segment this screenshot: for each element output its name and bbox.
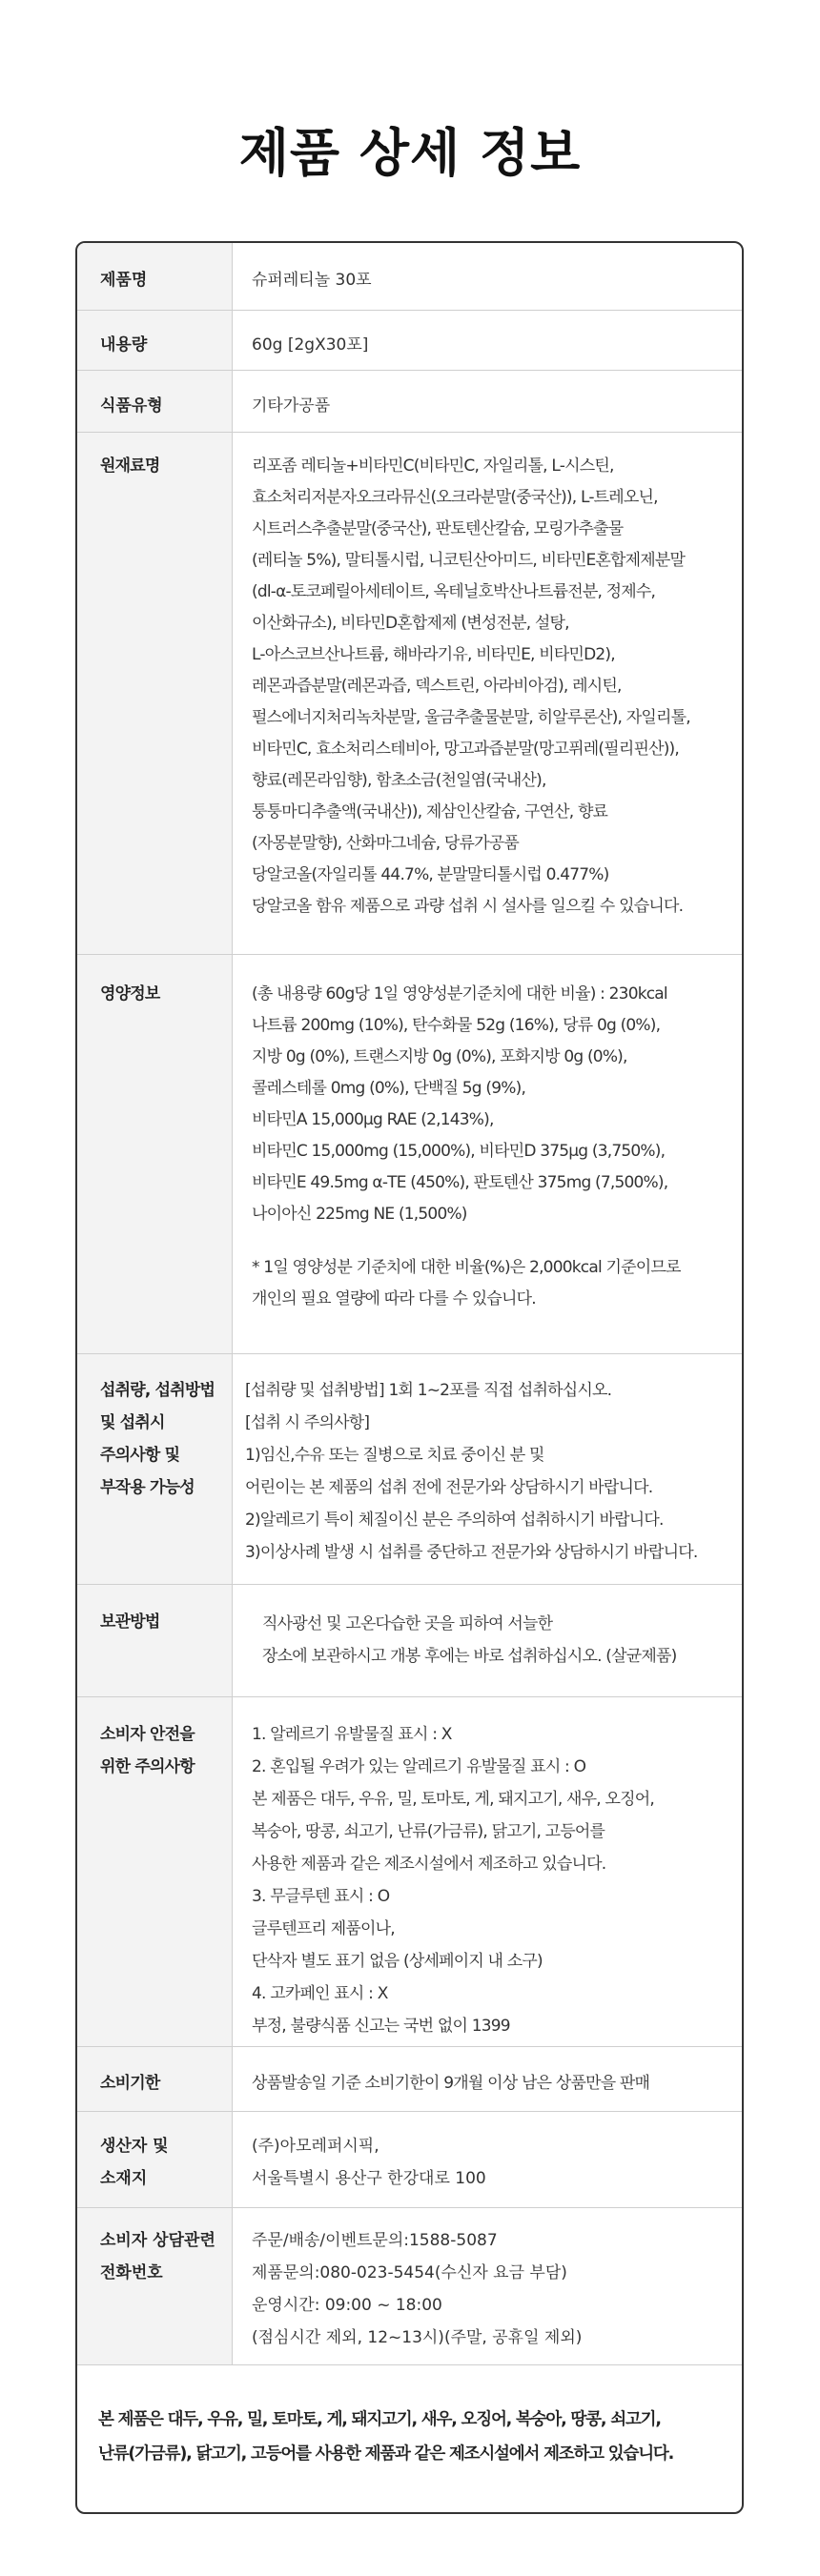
row-label: 원재료명 xyxy=(100,456,160,476)
row-value-cell xyxy=(252,433,742,955)
value-line: 본 제품은 대두, 우유, 밀, 토마토, 게, 돼지고기, 새우, 오징어, xyxy=(252,1790,654,1809)
value-line: 비타민C, 효소처리스테비아, 망고과즙분말(망고퓌레(필리핀산)), xyxy=(252,740,679,759)
value-line: 비타민C 15,000mg (15,000%), 비타민D 375μg (3,750%), xyxy=(252,1142,666,1161)
row-label: 및 섭취시 xyxy=(100,1413,165,1432)
value-line: 리포좀 레티놀+비타민C(비타민C, 자일리톨, L-시스틴, xyxy=(252,456,614,476)
row-value-cell xyxy=(252,1697,742,2047)
row-label: 영양정보 xyxy=(100,984,160,1004)
value-line: 3)이상사례 발생 시 섭취를 중단하고 전문가와 상담하시기 바랍니다. xyxy=(245,1543,698,1562)
row-label: 제품명 xyxy=(100,271,148,290)
value-line: (레티놀 5%), 말티톨시럽, 니코틴산아미드, 비타민E혼합제제분말 xyxy=(252,551,686,570)
row-storage xyxy=(77,1584,742,1697)
value-line: 이산화규소), 비타민D혼합제제 (변성전분, 설탕, xyxy=(252,614,569,633)
value-line: 슈퍼레티놀 30포 xyxy=(252,271,372,290)
value-line: L-아스코브산나트륨, 해바라기유, 비타민E, 비타민D2), xyxy=(252,645,615,664)
row-consumer-safety xyxy=(77,1696,742,2047)
value-line: 제품문의:080-023-5454(수신자 요금 부담) xyxy=(252,2263,567,2282)
value-line: [섭취 시 주의사항] xyxy=(245,1413,370,1432)
value-line: (주)아모레퍼시픽, xyxy=(252,2137,379,2156)
notice-line: 난류(가금류), 닭고기, 고등어를 사용한 제품과 같은 제조시설에서 제조하고 있습니다. xyxy=(98,2444,674,2464)
row-value-cell xyxy=(252,955,742,1354)
value-line: 단삭자 별도 표기 없음 (상세페이지 내 소구) xyxy=(252,1952,543,1971)
value-line: 어린이는 본 제품의 섭취 전에 전문가와 상담하시기 바랍니다. xyxy=(245,1478,653,1497)
notice-line: 본 제품은 대두, 우유, 밀, 토마토, 게, 돼지고기, 새우, 오징어, 복숭아, 땅콩, 쇠고기, xyxy=(98,2410,661,2429)
value-line: 주문/배송/이벤트문의:1588-5087 xyxy=(252,2231,498,2250)
row-label-cell xyxy=(77,311,233,371)
row-label: 소비자 상담관련 xyxy=(100,2231,215,2250)
row-label-cell xyxy=(77,2112,233,2208)
row-nutrition xyxy=(77,954,742,1354)
row-label: 보관방법 xyxy=(100,1613,160,1632)
value-line: 향료(레몬라임향), 함초소금(천일염(국내산), xyxy=(252,771,546,790)
row-label-cell xyxy=(77,2208,233,2365)
value-line: 장소에 보관하시고 개봉 후에는 바로 섭취하십시오. (살균제품) xyxy=(262,1647,677,1666)
value-line: 지방 0g (0%), 트랜스지방 0g (0%), 포화지방 0g (0%), xyxy=(252,1047,627,1066)
row-label-cell xyxy=(77,1585,233,1697)
row-label-cell xyxy=(77,243,233,310)
row-label: 생산자 및 xyxy=(100,2137,169,2156)
value-line: 비타민E 49.5mg α-TE (450%), 판토텐산 375mg (7,500%), xyxy=(252,1173,668,1192)
value-line: 나트륨 200mg (10%), 탄수화물 52g (16%), 당류 0g (0%), xyxy=(252,1016,661,1035)
row-customer-service xyxy=(77,2207,742,2365)
row-value-cell xyxy=(252,311,742,371)
row-value-cell xyxy=(245,1354,742,1585)
row-label: 내용량 xyxy=(100,335,148,355)
value-line: 펄스에너지처리녹차분말, 울금추출물분말, 히알루론산), 자일리톨, xyxy=(252,708,690,727)
row-label-cell xyxy=(77,2047,233,2112)
row-label-cell xyxy=(77,371,233,433)
value-line: 60g [2gX30포] xyxy=(252,335,369,355)
row-label: 식품유형 xyxy=(100,396,163,416)
row-label: 주의사항 및 xyxy=(100,1446,180,1465)
row-label: 부작용 가능성 xyxy=(100,1478,195,1497)
value-line: 상품발송일 기준 소비기한이 9개월 이상 남은 상품만을 판매 xyxy=(252,2074,650,2093)
value-line: 4. 고카페인 표시 : X xyxy=(252,1984,388,2003)
row-manufacturer xyxy=(77,2111,742,2208)
value-line: 직사광선 및 고온다습한 곳을 피하여 서늘한 xyxy=(262,1614,553,1633)
value-line: 부정, 불량식품 신고는 국번 없이 1399 xyxy=(252,2017,510,2036)
row-label: 섭취량, 섭취방법 xyxy=(100,1381,215,1400)
row-product-name xyxy=(77,243,742,310)
row-intake-and-cautions xyxy=(77,1353,742,1585)
value-line: 1. 알레르기 유발물질 표시 : X xyxy=(252,1725,452,1744)
value-line: 1)임신,수유 또는 질병으로 치료 중이신 분 및 xyxy=(245,1446,544,1465)
row-value-cell xyxy=(252,371,742,433)
value-line: 개인의 필요 열량에 따라 다를 수 있습니다. xyxy=(252,1289,536,1308)
row-label: 전화번호 xyxy=(100,2263,163,2282)
value-line: 복숭아, 땅콩, 쇠고기, 난류(가금류), 닭고기, 고등어를 xyxy=(252,1822,605,1841)
value-line: 콜레스테롤 0mg (0%), 단백질 5g (9%), xyxy=(252,1079,526,1098)
row-value-cell xyxy=(252,2112,742,2208)
row-label: 위한 주의사항 xyxy=(100,1757,195,1776)
value-line: 나이아신 225mg NE (1,500%) xyxy=(252,1205,467,1224)
value-line: (점심시간 제외, 12~13시)(주말, 공휴일 제외) xyxy=(252,2328,583,2347)
product-info-table xyxy=(75,241,744,2514)
row-ingredients xyxy=(77,432,742,955)
value-line: (자몽분말향), 산화마그네슘, 당류가공품 xyxy=(252,834,520,853)
value-line: 글루텐프리 제품이나, xyxy=(252,1919,395,1938)
value-line: [섭취량 및 섭취방법] 1회 1~2포를 직접 섭취하십시오. xyxy=(245,1381,612,1400)
row-net-content xyxy=(77,310,742,371)
value-line: (총 내용량 60g당 1일 영양성분기준치에 대한 비율) : 230kcal xyxy=(252,984,667,1004)
value-line: 서울특별시 용산구 한강대로 100 xyxy=(252,2169,486,2188)
value-line: 효소처리저분자오크라뮤신(오크라분말(중국산)), L-트레오닌, xyxy=(252,488,658,507)
row-label-cell xyxy=(77,433,233,955)
value-line: 당알코올 함유 제품으로 과량 섭취 시 설사를 일으킬 수 있습니다. xyxy=(252,897,684,916)
row-value-cell xyxy=(262,1585,742,1697)
value-line: 레몬과즙분말(레몬과즙, 덱스트린, 아라비아검), 레시틴, xyxy=(252,677,622,696)
value-line: 2. 혼입될 우려가 있는 알레르기 유발물질 표시 : O xyxy=(252,1757,586,1776)
value-line: * 1일 영양성분 기준치에 대한 비율(%)은 2,000kcal 기준이므로 xyxy=(252,1258,681,1277)
value-line: 시트러스추출분말(중국산), 판토텐산칼슘, 모링가추출물 xyxy=(252,519,624,538)
row-label: 소비기한 xyxy=(100,2074,160,2093)
value-line: (dl-α-토코페릴아세테이트, 옥테닐호박산나트륨전분, 정제수, xyxy=(252,582,656,601)
row-value-cell xyxy=(252,2208,742,2365)
value-line: 퉁퉁마디추출액(국내산)), 제삼인산칼슘, 구연산, 향료 xyxy=(252,802,608,821)
row-food-type xyxy=(77,370,742,433)
value-line: 기타가공품 xyxy=(252,396,331,416)
row-label-cell xyxy=(77,1354,233,1585)
allergen-notice xyxy=(77,2364,742,2514)
value-line: 2)알레르기 특이 체질이신 분은 주의하여 섭취하시기 바랍니다. xyxy=(245,1511,664,1530)
value-line: 운영시간: 09:00 ~ 18:00 xyxy=(252,2296,442,2315)
value-line: 당알코올(자일리톨 44.7%, 분말말티톨시럽 0.477%) xyxy=(252,865,609,884)
row-label-cell xyxy=(77,955,233,1354)
row-label-cell xyxy=(77,1697,233,2047)
row-value-cell xyxy=(252,243,742,310)
row-label: 소비자 안전을 xyxy=(100,1725,195,1744)
row-value-cell xyxy=(252,2047,742,2112)
value-line: 비타민A 15,000μg RAE (2,143%), xyxy=(252,1110,494,1129)
row-label: 소재지 xyxy=(100,2169,148,2188)
row-expiry xyxy=(77,2046,742,2112)
page-title: 제품 상세 정보 xyxy=(238,123,582,183)
value-line: 3. 무글루텐 표시 : O xyxy=(252,1887,390,1906)
value-line: 사용한 제품과 같은 제조시설에서 제조하고 있습니다. xyxy=(252,1855,606,1874)
